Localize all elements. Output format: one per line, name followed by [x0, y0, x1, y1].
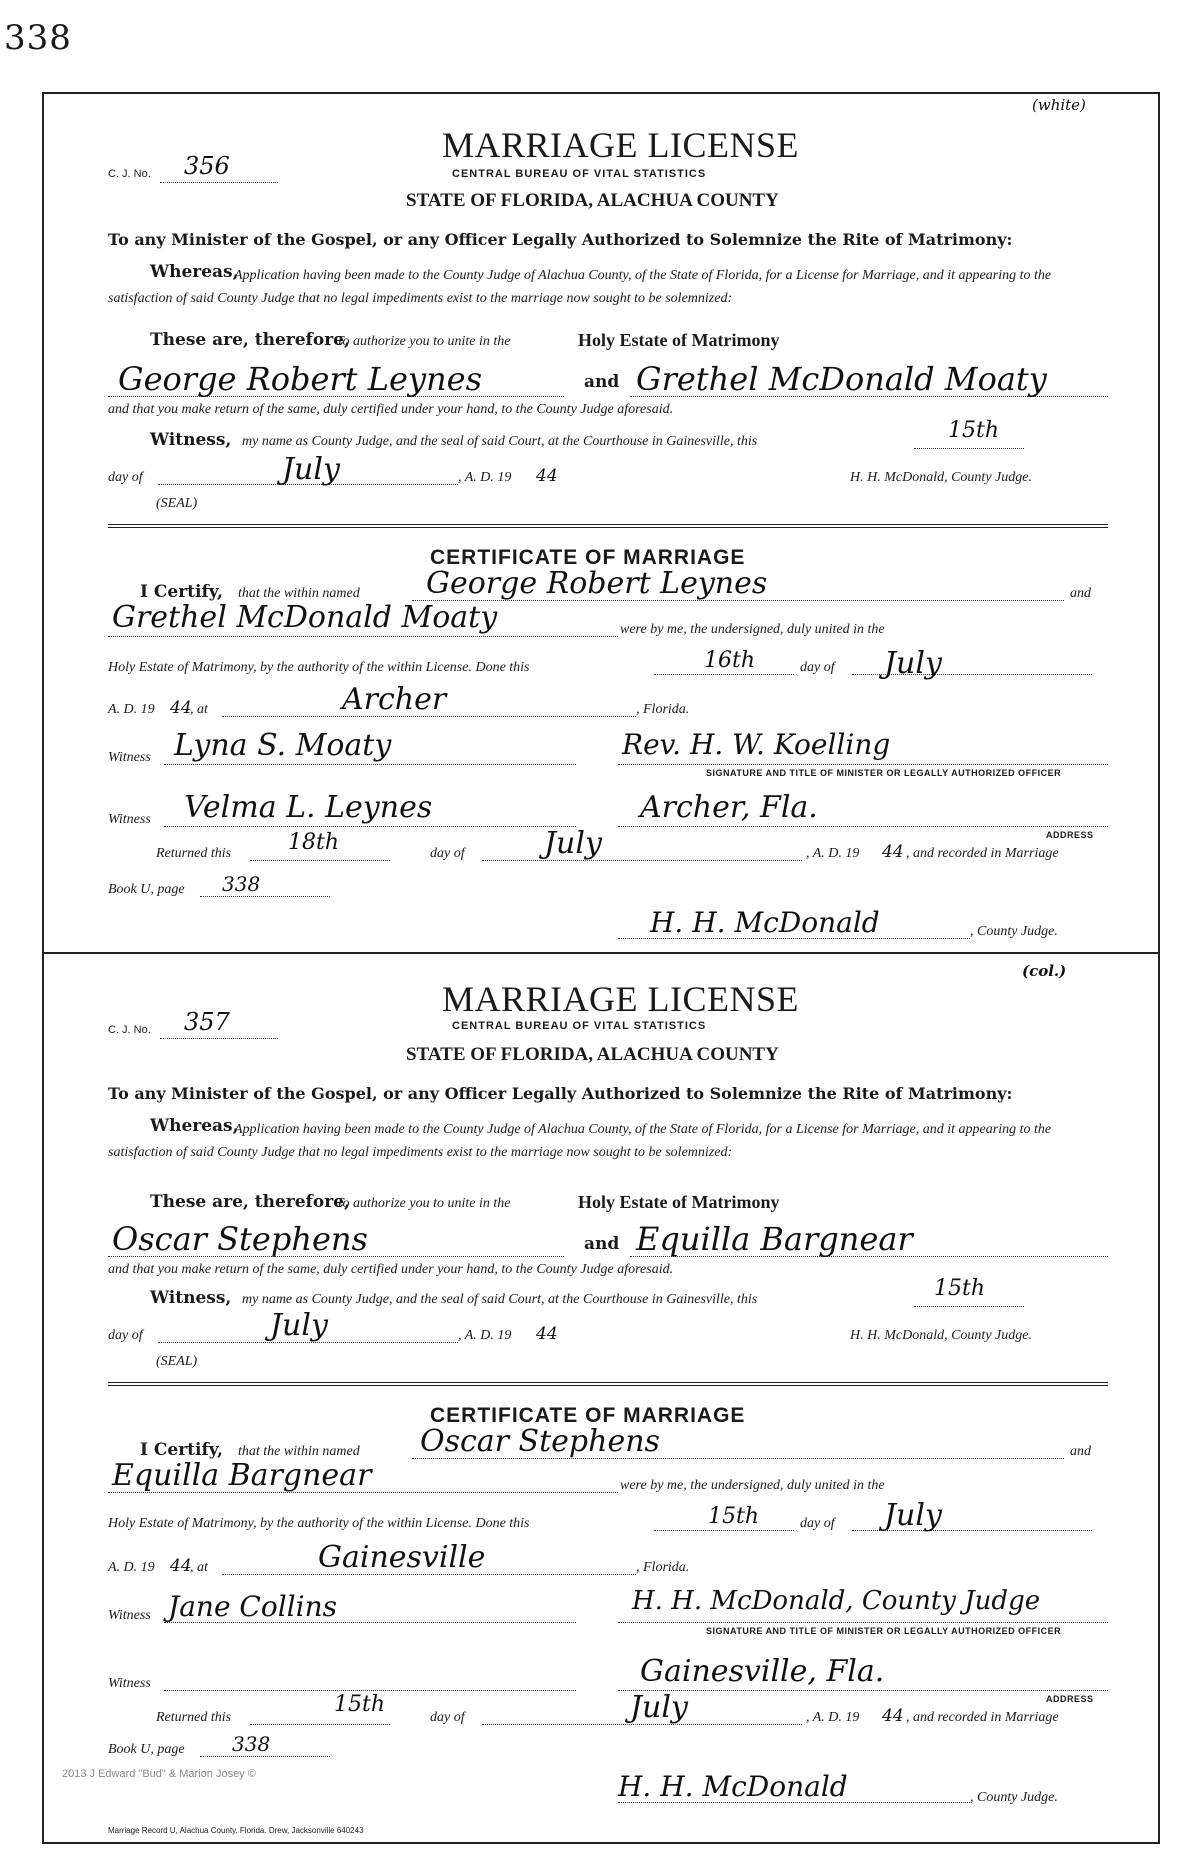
book-label: Book U, page [108, 1742, 185, 1757]
judge-signature: H. H. McDonald [650, 906, 880, 939]
united-text: were by me, the undersigned, duly united in the [620, 622, 885, 637]
minister-signature: H. H. McDonald, County Judge [632, 1586, 1041, 1616]
document-frame [42, 92, 1160, 1844]
minister-signature: Rev. H. W. Koelling [622, 728, 891, 761]
book-page: 338 [222, 872, 261, 896]
returned-day: 18th [288, 830, 340, 855]
book-label: Book U, page [108, 882, 185, 897]
cert-name-2: Grethel McDonald Moaty [112, 600, 498, 635]
witness-text: my name as County Judge, and the seal of said Court, at the Courthouse in Gainesville, this [242, 1292, 758, 1307]
returned-label: Returned this [156, 846, 232, 861]
address-line: To any Minister of the Gospel, or any Officer Legally Authorized to Solemnize the Rite of Matrimony: [108, 230, 1013, 249]
returned-month: July [544, 826, 602, 861]
page-number: 338 [4, 18, 72, 58]
address-caption: ADDRESS [1046, 1694, 1094, 1704]
returned-year: 44 [882, 842, 904, 862]
whereas-text: Application having been made to the County Judge of Alachua County, of the State of Florida, for a License for Marriage, and it appearing to the satisfaction of said County Judge that no legal impediments exist to the marriage now sought to be solemnized: [108, 268, 1052, 306]
judge-signature-print: H. H. McDonald, County Judge. [850, 1328, 1032, 1343]
returned-year: 44 [882, 1706, 904, 1726]
county-judge-label: , County Judge. [970, 1790, 1058, 1805]
cj-label: C. J. No. [108, 1024, 151, 1036]
groom-name: George Robert Leynes [118, 360, 482, 398]
marriage-place: Archer [342, 682, 447, 717]
ad-prefix: , A. D. 19 [458, 1328, 512, 1343]
certify-lead: I Certify, [140, 1440, 223, 1460]
return-text: and that you make return of the same, duly certified under your hand, to the County Judge aforesaid. [108, 402, 674, 417]
groom-name: Oscar Stephens [112, 1220, 368, 1258]
done-month: July [884, 646, 942, 681]
license-day: 15th [934, 1276, 986, 1301]
holy-estate: Holy Estate of Matrimony [578, 330, 780, 350]
cert-year: 44 [170, 698, 192, 718]
at-word: , at [190, 1560, 208, 1575]
returned-year-prefix: , A. D. 19 [806, 846, 860, 861]
corner-note: (white) [1032, 96, 1086, 114]
corner-note: (col.) [1022, 962, 1067, 980]
cert-day-of: day of [800, 1516, 835, 1531]
state-county: STATE OF FLORIDA, ALACHUA COUNTY [406, 190, 779, 211]
returned-day: 15th [334, 1692, 386, 1717]
certificate-title: CERTIFICATE OF MARRIAGE [430, 1404, 746, 1427]
license-year: 44 [536, 466, 558, 486]
certify-lead: I Certify, [140, 582, 223, 602]
returned-label: Returned this [156, 1710, 232, 1725]
judge-signature: H. H. McDonald [618, 1770, 848, 1803]
certificate-title: CERTIFICATE OF MARRIAGE [430, 546, 746, 569]
returned-day-of: day of [430, 846, 465, 861]
ad-prefix: , A. D. 19 [458, 470, 512, 485]
marriage-place: Gainesville [318, 1540, 486, 1575]
signature-caption: SIGNATURE AND TITLE OF MINISTER OR LEGALLY AUTHORIZED OFFICER [706, 768, 1062, 778]
ad-at: A. D. 19 [108, 702, 155, 717]
these-text: To authorize you to unite in the [336, 334, 511, 349]
and-word: and [584, 372, 620, 392]
witness-1-name: Jane Collins [168, 1590, 337, 1623]
these-lead: These are, therefore, [150, 330, 350, 350]
florida-label: , Florida. [636, 702, 690, 717]
whereas-lead: Whereas, [150, 262, 239, 282]
and-end: and [1070, 586, 1091, 601]
cert-name-2: Equilla Bargnear [112, 1458, 372, 1493]
recorded-text: , and recorded in Marriage [906, 846, 1059, 861]
returned-month: July [630, 1690, 688, 1725]
witness-2-label: Witness [108, 812, 151, 827]
returned-day-of: day of [430, 1710, 465, 1725]
signature-caption: SIGNATURE AND TITLE OF MINISTER OR LEGALLY AUTHORIZED OFFICER [706, 1626, 1062, 1636]
witness-1-label: Witness [108, 750, 151, 765]
day-of-label: day of [108, 470, 143, 485]
license-title: MARRIAGE LICENSE [442, 979, 799, 1019]
return-text: and that you make return of the same, duly certified under your hand, to the County Judge aforesaid. [108, 1262, 674, 1277]
address-line: To any Minister of the Gospel, or any Officer Legally Authorized to Solemnize the Rite of Matrimony: [108, 1084, 1013, 1103]
certify-text: that the within named [238, 1444, 360, 1459]
license-year: 44 [536, 1324, 558, 1344]
witness-lead: Witness, [150, 430, 232, 450]
returned-year-prefix: , A. D. 19 [806, 1710, 860, 1725]
day-of-label: day of [108, 1328, 143, 1343]
witness-2-name: Velma L. Leynes [184, 790, 433, 825]
minister-address: Gainesville, Fla. [640, 1654, 885, 1689]
cj-number: 356 [184, 152, 230, 180]
whereas-text: Application having been made to the County Judge of Alachua County, of the State of Florida, for a License for Marriage, and it appearing to the satisfaction of said County Judge that no legal impediments exist to the marriage now sought to be solemnized: [108, 1122, 1052, 1160]
holy-text: Holy Estate of Matrimony, by the authority of the within License. Done this [108, 1516, 530, 1531]
holy-estate: Holy Estate of Matrimony [578, 1192, 780, 1212]
copyright-watermark: 2013 J Edward "Bud" & Marion Josey © [62, 1768, 256, 1780]
bureau-label: CENTRAL BUREAU OF VITAL STATISTICS [452, 1020, 707, 1032]
state-county: STATE OF FLORIDA, ALACHUA COUNTY [406, 1044, 779, 1065]
license-month: July [270, 1308, 328, 1343]
book-page: 338 [232, 1732, 271, 1756]
and-end: and [1070, 1444, 1091, 1459]
license-day: 15th [948, 418, 1000, 443]
seal-label: (SEAL) [156, 496, 198, 511]
address-caption: ADDRESS [1046, 830, 1094, 840]
holy-text: Holy Estate of Matrimony, by the authority of the within License. Done this [108, 660, 530, 675]
ad-at: A. D. 19 [108, 1560, 155, 1575]
cert-year: 44 [170, 1556, 192, 1576]
bureau-label: CENTRAL BUREAU OF VITAL STATISTICS [452, 168, 707, 180]
form-footer: Marriage Record U, Alachua County, Florida. Drew, Jacksonville 640243 [108, 1826, 364, 1835]
recorded-text: , and recorded in Marriage [906, 1710, 1059, 1725]
certify-text: that the within named [238, 586, 360, 601]
whereas-lead: Whereas, [150, 1116, 239, 1136]
bride-name: Grethel McDonald Moaty [636, 360, 1047, 398]
done-day: 15th [708, 1504, 760, 1529]
license-divider [42, 952, 1160, 954]
and-word: and [584, 1234, 620, 1254]
cj-number: 357 [184, 1008, 230, 1036]
county-judge-label: , County Judge. [970, 924, 1058, 939]
these-text: To authorize you to unite in the [336, 1196, 511, 1211]
license-month: July [282, 452, 340, 487]
florida-label: , Florida. [636, 1560, 690, 1575]
these-lead: These are, therefore, [150, 1192, 350, 1212]
cert-name-1: Oscar Stephens [420, 1424, 660, 1459]
witness-text: my name as County Judge, and the seal of said Court, at the Courthouse in Gainesville, this [242, 434, 758, 449]
done-month: July [884, 1498, 942, 1533]
judge-signature-print: H. H. McDonald, County Judge. [850, 470, 1032, 485]
at-word: , at [190, 702, 208, 717]
seal-label: (SEAL) [156, 1354, 198, 1369]
minister-address: Archer, Fla. [640, 790, 818, 825]
cert-name-1: George Robert Leynes [426, 566, 768, 601]
done-day: 16th [704, 648, 756, 673]
cert-day-of: day of [800, 660, 835, 675]
license-title: MARRIAGE LICENSE [442, 125, 799, 165]
witness-1-label: Witness [108, 1608, 151, 1623]
united-text: were by me, the undersigned, duly united in the [620, 1478, 885, 1493]
cj-label: C. J. No. [108, 168, 151, 180]
witness-1-name: Lyna S. Moaty [174, 728, 392, 763]
bride-name: Equilla Bargnear [636, 1220, 913, 1258]
witness-lead: Witness, [150, 1288, 232, 1308]
witness-2-label: Witness [108, 1676, 151, 1691]
